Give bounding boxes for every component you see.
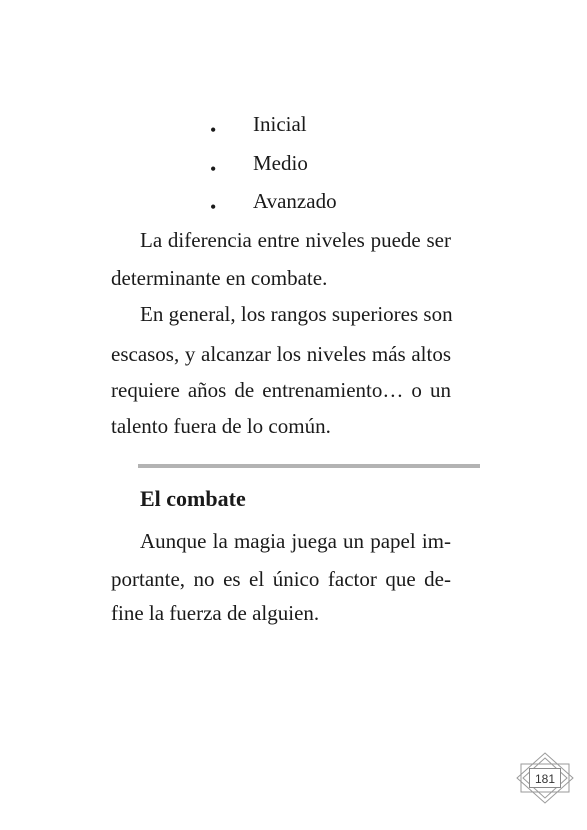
- paragraph-line: requiere años de entrenamiento… o un: [111, 378, 451, 402]
- list-item-label: Inicial: [253, 112, 307, 136]
- bullet-icon: •: [210, 197, 217, 217]
- page-number: 181: [529, 768, 561, 788]
- paragraph-line: talento fuera de lo común.: [111, 414, 331, 438]
- paragraph-line: escasos, y alcanzar los niveles más altos: [111, 342, 451, 366]
- paragraph-line: determinante en combate.: [111, 266, 328, 290]
- section-heading: El combate: [140, 486, 246, 511]
- section-divider: [138, 464, 480, 468]
- paragraph-line: Aunque la magia juega un papel im-: [140, 529, 451, 553]
- list-item-label: Medio: [253, 151, 308, 175]
- bullet-icon: •: [210, 159, 217, 179]
- paragraph-line: En general, los rangos superiores son: [140, 302, 453, 326]
- paragraph-line: fine la fuerza de alguien.: [111, 601, 320, 625]
- paragraph-line: portante, no es el único factor que de-: [111, 567, 451, 591]
- bullet-icon: •: [210, 120, 217, 140]
- paragraph-line: La diferencia entre niveles puede ser: [140, 228, 451, 252]
- list-item-label: Avanzado: [253, 189, 337, 213]
